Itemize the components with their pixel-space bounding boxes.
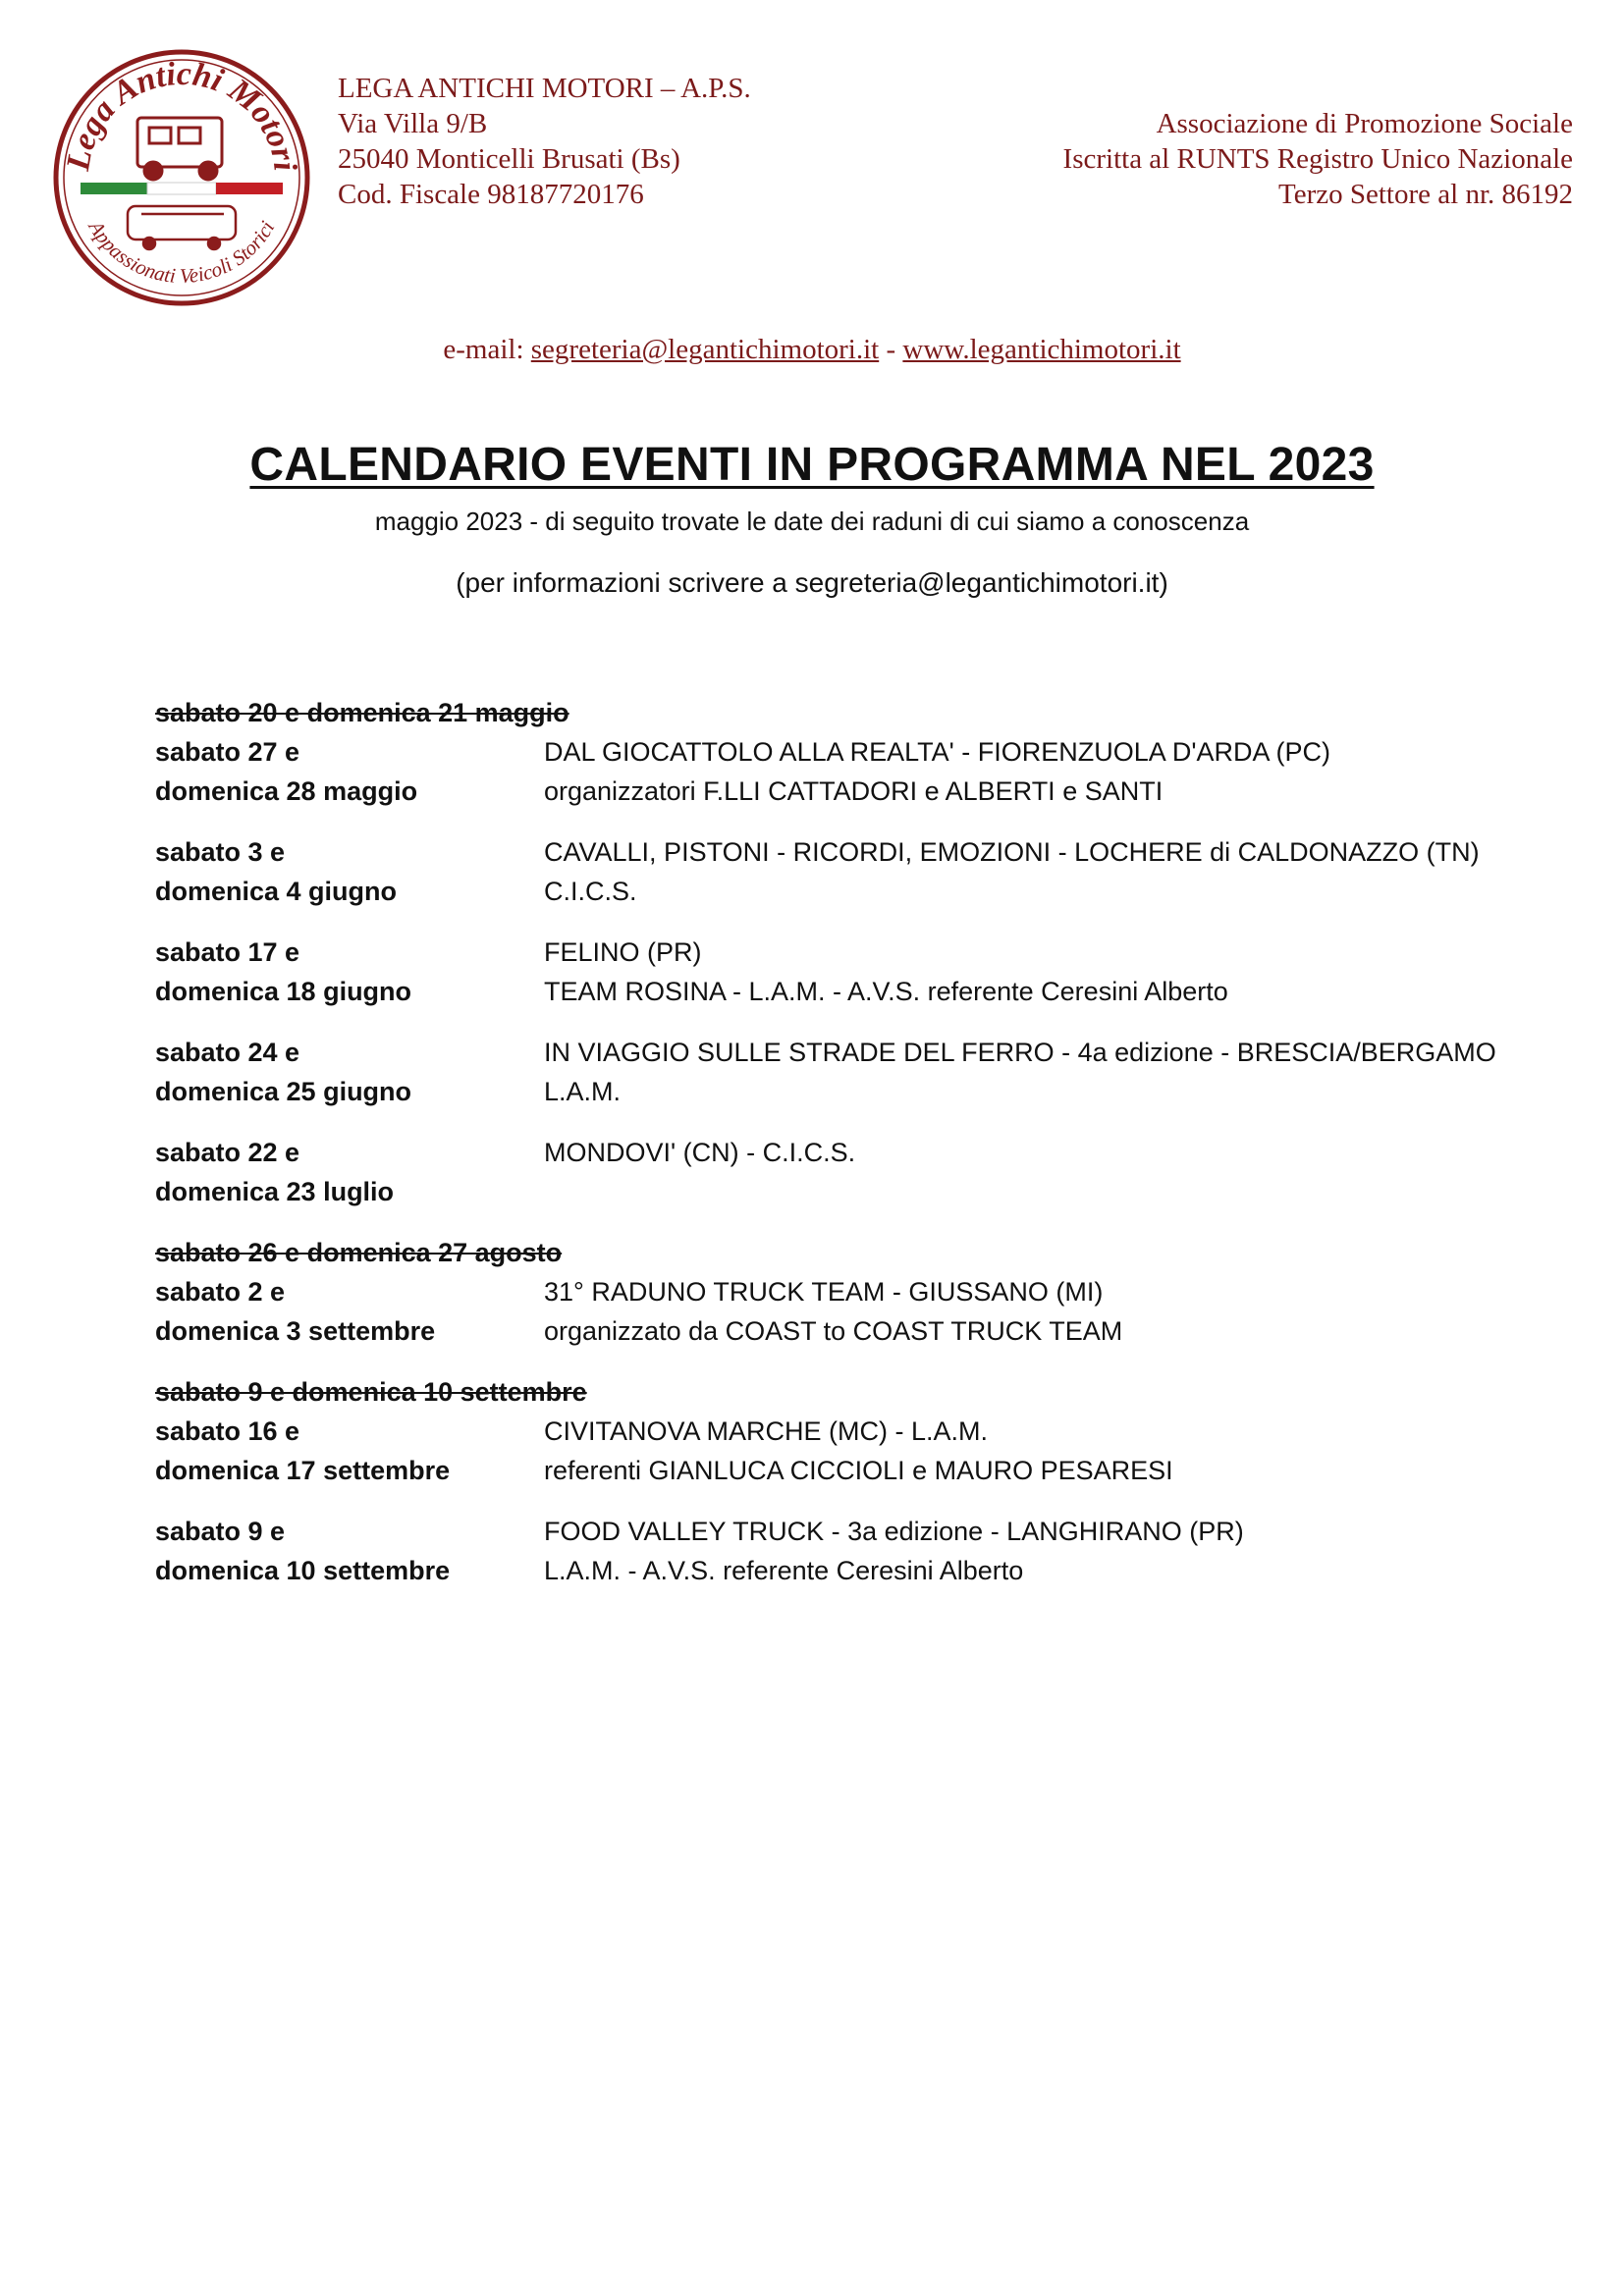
logo-bottom-text: Appassionati Veicoli Storici — [83, 216, 280, 289]
contact-separator: - — [886, 334, 896, 365]
event-date-start: sabato 27 e — [155, 737, 300, 767]
event-date-start: sabato 9 e — [155, 1517, 286, 1546]
event-title: CIVITANOVA MARCHE (MC) - L.A.M. — [544, 1416, 989, 1446]
page-title — [0, 438, 1624, 492]
event-date-end: domenica 17 settembre — [155, 1456, 451, 1485]
event-date-start: sabato 3 e — [155, 837, 286, 867]
event-title: FELINO (PR) — [544, 937, 702, 967]
website-link[interactable]: www.legantichimotori.it — [902, 334, 1181, 365]
event-item — [155, 1412, 1530, 1490]
logo-top-text: Lega Antichi Motori — [60, 55, 303, 174]
event-organizer: TEAM ROSINA - L.A.M. - A.V.S. referente Ceresini Alberto — [544, 977, 1228, 1006]
event-description — [544, 1412, 1530, 1490]
event-dates — [155, 732, 544, 811]
cancelled-dates: sabato 20 e domenica 21 maggio — [155, 698, 569, 727]
event-organizer: L.A.M. — [544, 1077, 622, 1106]
event-item — [155, 1512, 1530, 1590]
event-organizer: organizzato da COAST to COAST TRUCK TEAM — [544, 1316, 1123, 1346]
event-title: DAL GIOCATTOLO ALLA REALTA' - FIORENZUOLA D'ARDA (PC) — [544, 737, 1330, 767]
assoc-line: Terzo Settore al nr. 86192 — [1278, 179, 1573, 210]
cancelled-dates: sabato 9 e domenica 10 settembre — [155, 1377, 587, 1407]
event-item — [155, 1272, 1530, 1351]
event-description — [544, 1512, 1530, 1590]
email-label: e-mail: — [443, 334, 524, 365]
event-date-start: sabato 2 e — [155, 1277, 286, 1307]
event-title: 31° RADUNO TRUCK TEAM - GIUSSANO (MI) — [544, 1277, 1104, 1307]
italian-flag-stripe — [81, 183, 283, 194]
event-date-end: domenica 23 luglio — [155, 1177, 395, 1206]
event-title: CAVALLI, PISTONI - RICORDI, EMOZIONI - LOCHERE di CALDONAZZO (TN) — [544, 837, 1480, 867]
cancelled-event — [155, 693, 1530, 732]
cancelled-event — [155, 1372, 1530, 1412]
org-line: LEGA ANTICHI MOTORI – A.P.S. — [338, 73, 751, 104]
event-dates — [155, 1133, 544, 1211]
association-logo — [51, 49, 312, 306]
event-dates — [155, 1272, 544, 1351]
event-dates — [155, 832, 544, 911]
event-organizer: L.A.M. - A.V.S. referente Ceresini Alberto — [544, 1556, 1024, 1585]
event-organizer: referenti GIANLUCA CICCIOLI e MAURO PESARESI — [544, 1456, 1173, 1485]
event-date-end: domenica 28 maggio — [155, 776, 418, 806]
org-line: 25040 Monticelli Brusati (Bs) — [338, 143, 680, 175]
event-date-start: sabato 22 e — [155, 1138, 300, 1167]
event-item — [155, 1033, 1530, 1111]
org-line: Via Villa 9/B — [338, 108, 488, 139]
event-date-end: domenica 4 giugno — [155, 877, 398, 906]
event-title: IN VIAGGIO SULLE STRADE DEL FERRO - 4a edizione - BRESCIA/BERGAMO — [544, 1038, 1496, 1067]
event-dates — [155, 1033, 544, 1111]
assoc-line: Associazione di Promozione Sociale — [1156, 108, 1573, 139]
event-dates — [155, 933, 544, 1011]
event-title: FOOD VALLEY TRUCK - 3a edizione - LANGHIRANO (PR) — [544, 1517, 1244, 1546]
event-date-start: sabato 17 e — [155, 937, 300, 967]
subtitle: maggio 2023 - di seguito trovate le date dei raduni di cui siamo a conoscenza — [374, 507, 1250, 536]
event-date-end: domenica 10 settembre — [155, 1556, 451, 1585]
association-info — [1063, 106, 1573, 212]
contact-line — [0, 334, 1624, 366]
org-line: Cod. Fiscale 98187720176 — [338, 179, 644, 210]
page-title-text: CALENDARIO EVENTI IN PROGRAMMA NEL 2023 — [249, 439, 1375, 491]
event-description — [544, 933, 1530, 1011]
event-date-end: domenica 18 giugno — [155, 977, 412, 1006]
event-description — [544, 1033, 1530, 1111]
event-item — [155, 732, 1530, 811]
event-item — [155, 832, 1530, 911]
assoc-line: Iscritta al RUNTS Registro Unico Nazionale — [1062, 143, 1573, 175]
event-title: MONDOVI' (CN) - C.I.C.S. — [544, 1138, 856, 1167]
event-date-start: sabato 24 e — [155, 1038, 300, 1067]
event-item — [155, 1133, 1530, 1211]
event-description — [544, 1272, 1530, 1351]
cancelled-event — [155, 1233, 1530, 1272]
event-organizer: C.I.C.S. — [544, 877, 637, 906]
org-address — [338, 71, 751, 212]
event-item — [155, 933, 1530, 1011]
event-dates — [155, 1512, 544, 1590]
cancelled-dates: sabato 26 e domenica 27 agosto — [155, 1238, 563, 1267]
event-description — [544, 1133, 1530, 1211]
email-link[interactable]: segreteria@legantichimotori.it — [530, 334, 880, 365]
events-list — [155, 693, 1530, 1612]
event-date-end: domenica 25 giugno — [155, 1077, 412, 1106]
event-description — [544, 732, 1530, 811]
event-organizer: organizzatori F.LLI CATTADORI e ALBERTI e SANTI — [544, 776, 1164, 806]
event-description — [544, 832, 1530, 911]
info-line: (per informazioni scrivere a segreteria@legantichimotori.it) — [456, 567, 1168, 598]
event-dates — [155, 1412, 544, 1490]
event-date-end: domenica 3 settembre — [155, 1316, 436, 1346]
event-date-start: sabato 16 e — [155, 1416, 300, 1446]
